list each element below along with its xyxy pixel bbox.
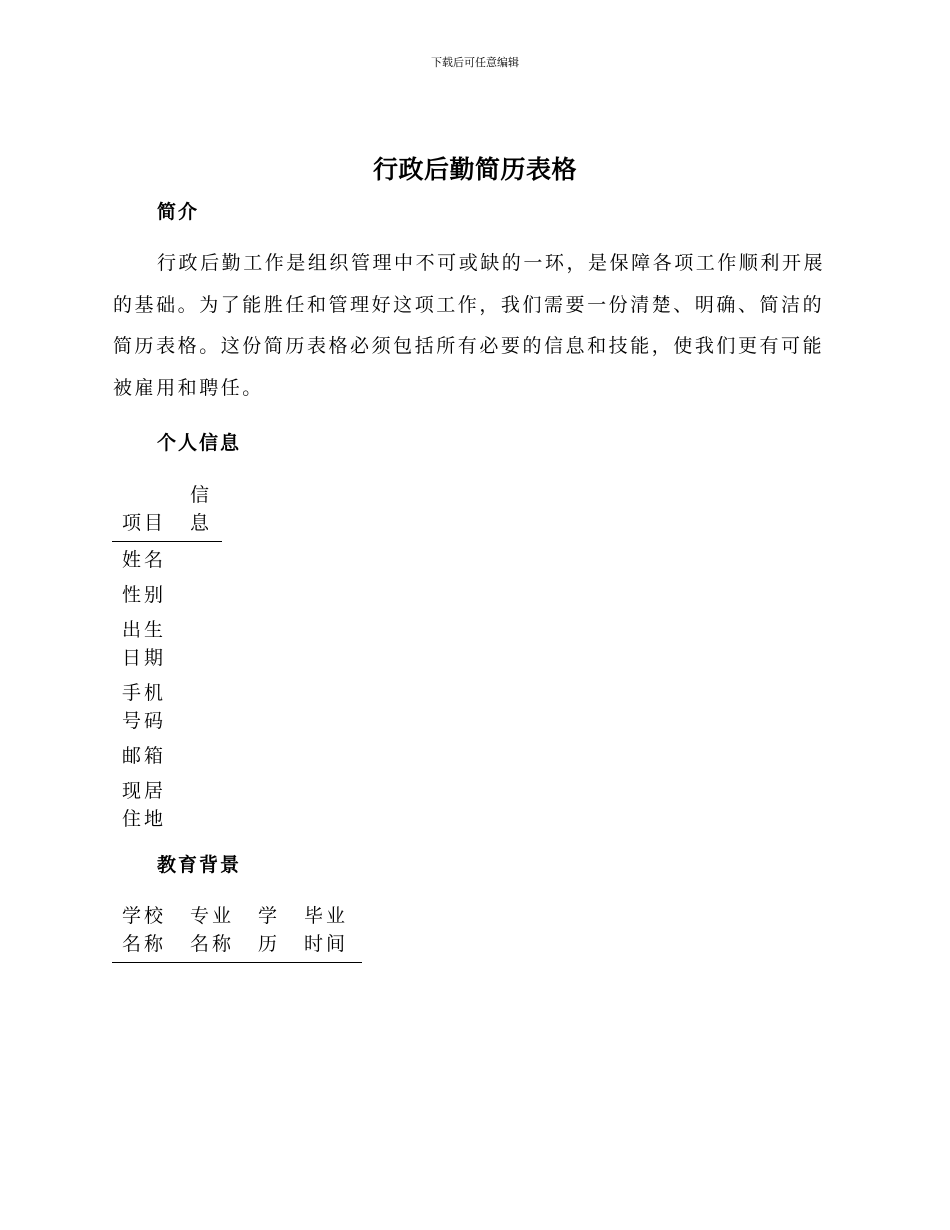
table-row	[112, 577, 222, 612]
personal-info-table	[112, 481, 222, 836]
row-label-name: 姓名	[122, 549, 167, 571]
row-label-birthdate: 出生日期	[122, 619, 167, 669]
row-label-gender: 性别	[122, 584, 167, 606]
column-header-major: 专业名称	[180, 902, 248, 963]
row-value-phone[interactable]	[178, 675, 222, 738]
document-title: 行政后勤简历表格	[372, 155, 577, 184]
table-row	[112, 773, 222, 836]
intro-paragraph: 行政后勤工作是组织管理中不可或缺的一环，是保障各项工作顺利开展的基础。为了能胜任和管理好这项工作，我们需要一份清楚、明确、简洁的简历表格。这份简历表格必须包括所有必要的信息和技能，使我们更有可能被雇用和聘任。	[113, 252, 826, 399]
table-header-row	[112, 481, 222, 542]
table-header-row	[112, 902, 362, 963]
table-row	[112, 542, 222, 578]
table-row	[112, 612, 222, 675]
table-row	[112, 738, 222, 773]
row-value-birthdate[interactable]	[178, 612, 222, 675]
section-heading-intro: 简介	[157, 201, 200, 223]
row-value-email[interactable]	[178, 738, 222, 773]
row-label-phone: 手机号码	[122, 682, 167, 732]
column-header-info: 信息	[178, 481, 222, 542]
education-table	[112, 902, 362, 963]
row-value-address[interactable]	[178, 773, 222, 836]
section-heading-personal-info: 个人信息	[157, 432, 242, 454]
table-row	[112, 675, 222, 738]
row-value-gender[interactable]	[178, 577, 222, 612]
column-header-degree: 学历	[248, 902, 294, 963]
column-header-school: 学校名称	[112, 902, 180, 963]
row-value-name[interactable]	[178, 542, 222, 578]
row-label-email: 邮箱	[122, 745, 167, 767]
page-header-note: 下载后可任意编辑	[431, 56, 519, 69]
row-label-address: 现居住地	[122, 780, 167, 830]
section-heading-education: 教育背景	[157, 854, 242, 876]
column-header-graduation: 毕业时间	[294, 902, 362, 963]
column-header-item: 项目	[112, 481, 178, 542]
